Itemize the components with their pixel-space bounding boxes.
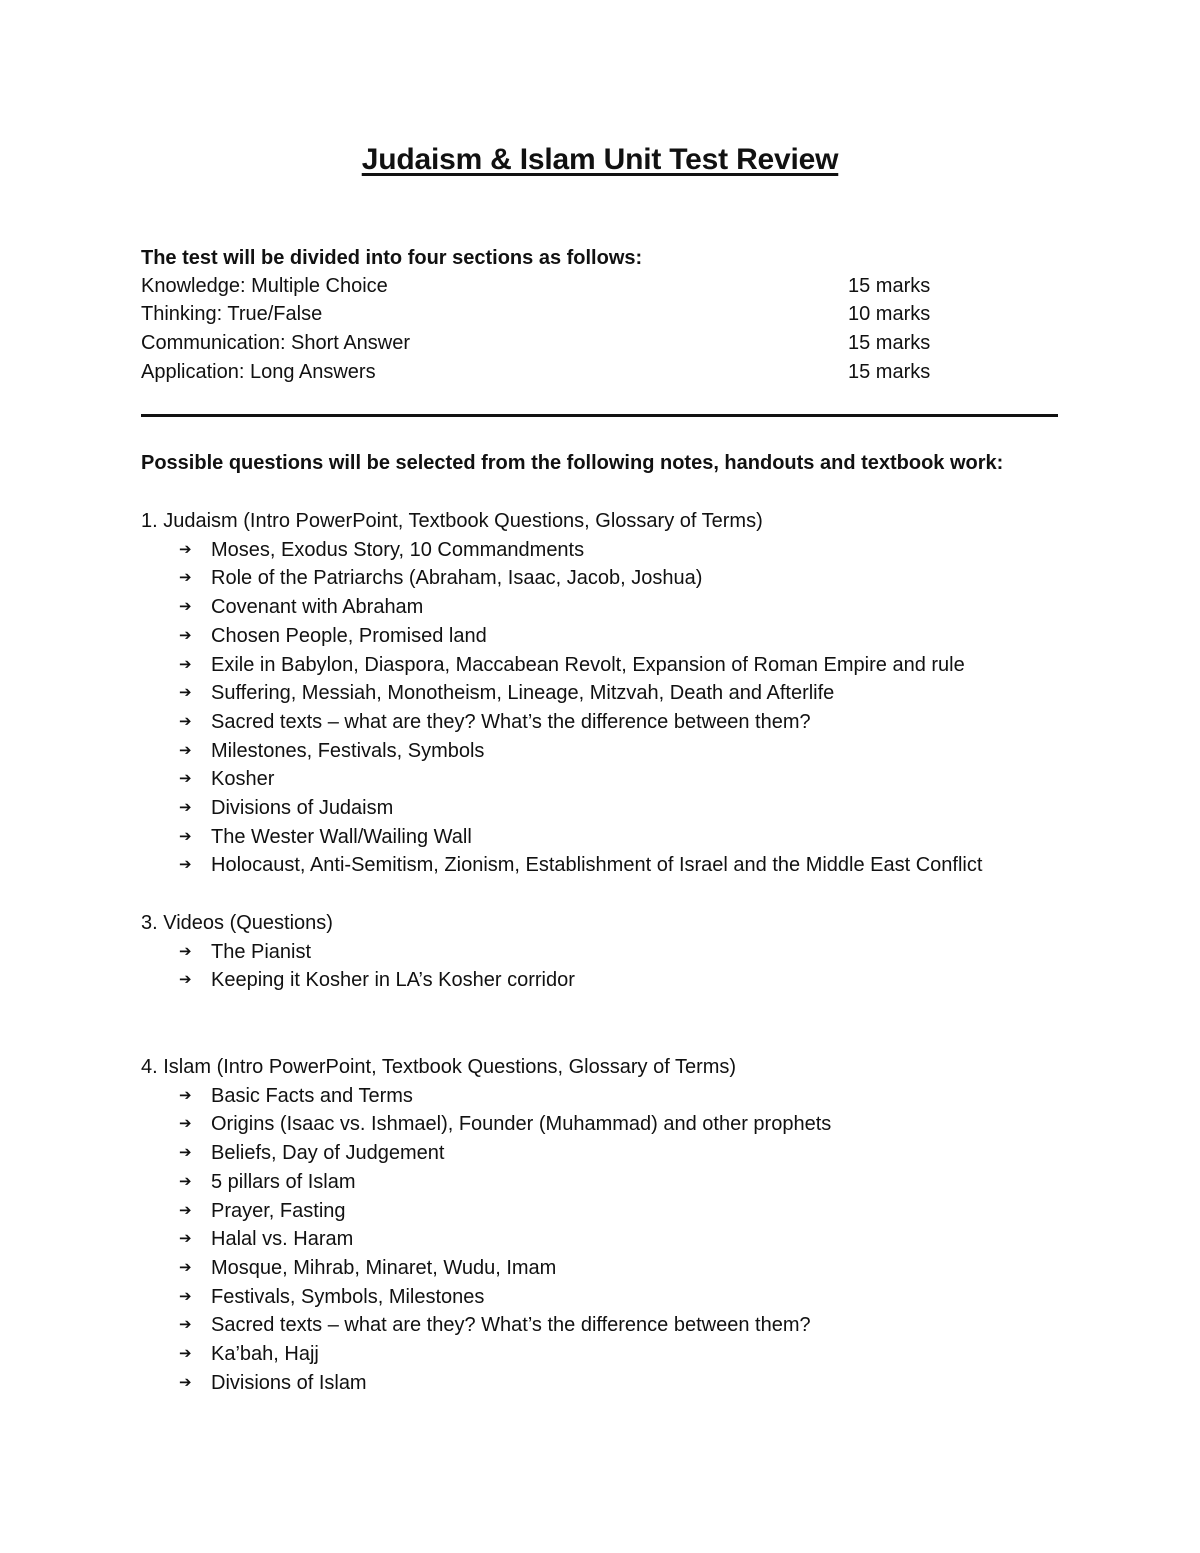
- list-item-text: Divisions of Judaism: [211, 797, 394, 820]
- arrow-bullet-icon: ➔: [179, 1230, 192, 1248]
- list-item-text: Keeping it Kosher in LA’s Kosher corridor: [211, 969, 575, 992]
- list-item-text: Basic Facts and Terms: [211, 1084, 413, 1107]
- list-item-text: 5 pillars of Islam: [211, 1170, 356, 1193]
- list-item: [141, 679, 982, 708]
- arrow-bullet-icon: ➔: [179, 1316, 192, 1334]
- arrow-bullet-icon: ➔: [179, 655, 192, 673]
- list-item-text: The Pianist: [211, 940, 312, 963]
- list-item: [141, 1254, 831, 1283]
- arrow-bullet-icon: ➔: [179, 1345, 192, 1363]
- list-item-text: Role of the Patriarchs (Abraham, Isaac, Jacob, Joshua): [211, 567, 703, 590]
- topic-islam: [141, 1053, 831, 1397]
- list-item-text: Beliefs, Day of Judgement: [211, 1142, 445, 1165]
- arrow-bullet-icon: ➔: [179, 1172, 192, 1190]
- list-item: [141, 708, 982, 737]
- list-item: [141, 966, 575, 995]
- section-marks: 15 marks: [848, 275, 931, 297]
- list-item-text: Holocaust, Anti-Semitism, Zionism, Establishment of Israel and the Middle East Conflict: [211, 854, 983, 877]
- list-item: [141, 1110, 831, 1139]
- arrow-bullet-icon: ➔: [179, 971, 192, 989]
- arrow-bullet-icon: ➔: [179, 827, 192, 845]
- section-label: Knowledge: Multiple Choice: [141, 275, 388, 297]
- topic-list: [141, 536, 982, 880]
- arrow-bullet-icon: ➔: [179, 799, 192, 817]
- topic-heading: 1. Judaism (Intro PowerPoint, Textbook Questions, Glossary of Terms): [141, 510, 763, 532]
- arrow-bullet-icon: ➔: [179, 684, 192, 702]
- list-item: [141, 1225, 831, 1254]
- section-marks: 15 marks: [848, 361, 931, 383]
- list-item-text: Mosque, Mihrab, Minaret, Wudu, Imam: [211, 1256, 557, 1279]
- section-marks: 10 marks: [848, 303, 931, 325]
- list-item: [141, 651, 982, 680]
- list-item-text: Covenant with Abraham: [211, 596, 424, 619]
- list-item: [141, 737, 982, 766]
- list-item: [141, 765, 982, 794]
- list-item-text: Divisions of Islam: [211, 1371, 367, 1394]
- section-label: Communication: Short Answer: [141, 332, 411, 354]
- list-item: [141, 794, 982, 823]
- list-item-text: Suffering, Messiah, Monotheism, Lineage, Mitzvah, Death and Afterlife: [211, 682, 835, 705]
- intro-text: The test will be divided into four sections as follows:: [141, 247, 643, 269]
- topic-heading: 4. Islam (Intro PowerPoint, Textbook Questions, Glossary of Terms): [141, 1056, 737, 1078]
- arrow-bullet-icon: ➔: [179, 712, 192, 730]
- list-item-text: Halal vs. Haram: [211, 1228, 354, 1251]
- list-item: [141, 1082, 831, 1111]
- topic-videos: [141, 909, 575, 995]
- arrow-bullet-icon: ➔: [179, 1144, 192, 1162]
- list-item-text: Festivals, Symbols, Milestones: [211, 1285, 485, 1308]
- arrow-bullet-icon: ➔: [179, 1086, 192, 1104]
- list-item: [141, 1168, 831, 1197]
- list-item: [141, 1139, 831, 1168]
- list-item-text: Chosen People, Promised land: [211, 624, 487, 647]
- section-label: Thinking: True/False: [141, 303, 323, 325]
- list-item: [141, 1369, 831, 1398]
- horizontal-divider: [141, 414, 1058, 417]
- arrow-bullet-icon: ➔: [179, 1201, 192, 1219]
- list-item: [141, 564, 982, 593]
- arrow-bullet-icon: ➔: [179, 1115, 192, 1133]
- possible-questions-heading: Possible questions will be selected from the following notes, handouts and textbook work:: [141, 452, 1004, 474]
- list-item-text: Sacred texts – what are they? What’s the difference between them?: [211, 1314, 811, 1337]
- list-item: [141, 1340, 831, 1369]
- list-item-text: Origins (Isaac vs. Ishmael), Founder (Muhammad) and other prophets: [211, 1113, 832, 1136]
- arrow-bullet-icon: ➔: [179, 569, 192, 587]
- list-item: [141, 593, 982, 622]
- list-item: [141, 622, 982, 651]
- list-item-text: Kosher: [211, 768, 275, 791]
- arrow-bullet-icon: ➔: [179, 1287, 192, 1305]
- list-item: [141, 536, 982, 565]
- arrow-bullet-icon: ➔: [179, 770, 192, 788]
- list-item-text: Prayer, Fasting: [211, 1199, 346, 1222]
- arrow-bullet-icon: ➔: [179, 1258, 192, 1276]
- topic-list: [141, 1082, 831, 1398]
- list-item: [141, 1197, 831, 1226]
- arrow-bullet-icon: ➔: [179, 856, 192, 874]
- arrow-bullet-icon: ➔: [179, 1373, 192, 1391]
- list-item-text: Sacred texts – what are they? What’s the difference between them?: [211, 710, 811, 733]
- topic-judaism: [141, 507, 982, 880]
- document-title: Judaism & Islam Unit Test Review: [361, 143, 839, 176]
- section-label: Application: Long Answers: [141, 361, 376, 383]
- list-item-text: Milestones, Festivals, Symbols: [211, 739, 485, 762]
- arrow-bullet-icon: ➔: [179, 942, 192, 960]
- section-marks: 15 marks: [848, 332, 931, 354]
- arrow-bullet-icon: ➔: [179, 540, 192, 558]
- topic-heading: 3. Videos (Questions): [141, 912, 333, 934]
- arrow-bullet-icon: ➔: [179, 626, 192, 644]
- list-item: [141, 823, 982, 852]
- arrow-bullet-icon: ➔: [179, 741, 192, 759]
- list-item-text: Moses, Exodus Story, 10 Commandments: [211, 538, 585, 561]
- list-item: [141, 938, 575, 967]
- topic-list: [141, 938, 575, 995]
- list-item-text: Ka’bah, Hajj: [211, 1343, 319, 1366]
- arrow-bullet-icon: ➔: [179, 598, 192, 616]
- list-item-text: Exile in Babylon, Diaspora, Maccabean Revolt, Expansion of Roman Empire and rule: [211, 653, 965, 676]
- list-item: [141, 1283, 831, 1312]
- list-item-text: The Wester Wall/Wailing Wall: [211, 825, 472, 848]
- list-item: [141, 1311, 831, 1340]
- list-item: [141, 851, 982, 880]
